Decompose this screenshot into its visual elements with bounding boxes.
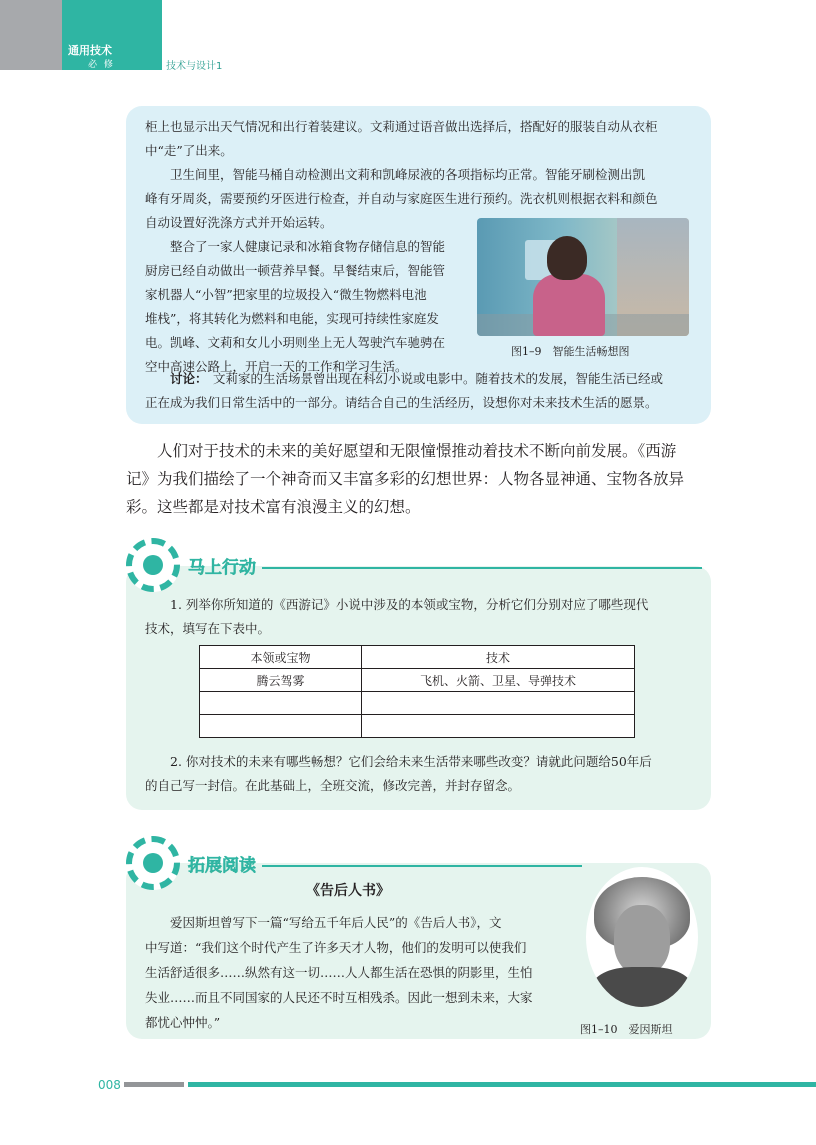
story-line: 卫生间里，智能马桶自动检测出文莉和凯峰尿液的各项指标均正常。智能牙刷检测出凯 [145, 167, 646, 182]
footer-gray-bar [124, 1082, 184, 1087]
footer-green-bar [188, 1082, 816, 1087]
action-item-2-cont: 的自己写一封信。在此基础上，全班交流，修改完善，并封存留念。 [145, 778, 521, 793]
answer-table [199, 645, 635, 738]
action-item-1: 1. 列举你所知道的《西游记》小说中涉及的本领或宝物，分析它们分别对应了哪些现代 [170, 597, 649, 612]
reading-line: 爱因斯坦曾写下一篇“写给五千年后人民”的《告后人书》，文 [145, 915, 502, 930]
action-title: 马上行动 [188, 558, 256, 578]
body-paragraph-line: 记》为我们描绘了一个神奇而又丰富多彩的幻想世界：人物各显神通、宝物各放异 [126, 470, 685, 488]
table-cell-empty[interactable] [200, 715, 362, 738]
story-line: 空中高速公路上，开启一天的工作和学习生活。 [145, 359, 408, 374]
table-row [200, 715, 635, 738]
book-title: 技术与设计1 [166, 61, 223, 72]
action-item-1-cont: 技术，填写在下表中。 [145, 621, 271, 636]
figure-caption-1-9: 图1–9 智能生活畅想图 [511, 345, 630, 358]
table-cell-empty[interactable] [200, 692, 362, 715]
page-number: 008 [98, 1078, 121, 1092]
table-header: 技术 [362, 646, 635, 669]
story-line: 整合了一家人健康记录和冰箱食物存储信息的智能 [145, 239, 446, 254]
table-cell: 腾云驾雾 [200, 669, 362, 692]
girl-body-shape [533, 274, 605, 336]
header-gray-block [0, 0, 62, 70]
eye-icon [143, 853, 163, 873]
discussion-text: 正在成为我们日常生活中的一部分。请结合自己的生活经历，设想你对未来技术生活的愿景。 [145, 395, 658, 410]
table-header-row [200, 646, 635, 669]
body-paragraph-line: 人们对于技术的未来的美好愿望和无限憧憬推动着技术不断向前发展。《西游 [126, 442, 677, 460]
table-row [200, 669, 635, 692]
discussion-label: 讨论： [170, 371, 208, 386]
story-line: 厨房已经自动做出一顿营养早餐。早餐结束后，智能管 [145, 263, 446, 278]
story-line: 电。凯峰、文莉和女儿小玥则坐上无人驾驶汽车驰骋在 [145, 335, 446, 350]
story-line: 自动设置好洗涤方式并开始运转。 [145, 215, 333, 230]
story-line: 峰有牙周炎，需要预约牙医进行检查，并自动与家庭医生进行预约。洗衣机则根据衣料和颜色 [145, 191, 658, 206]
section-divider [262, 567, 702, 569]
girl-hair-shape [547, 236, 587, 280]
table-cell-empty[interactable] [362, 692, 635, 715]
table-cell: 飞机、火箭、卫星、导弹技术 [362, 669, 635, 692]
face-shape [614, 905, 670, 975]
section-divider [262, 865, 582, 867]
series-title: 通用技术 [68, 44, 112, 57]
story-line: 家机器人“小智”把家里的垃圾投入“微生物燃料电池 [145, 287, 427, 302]
reading-line: 失业……而且不同国家的人民还不时互相残杀。因此一想到未来，大家 [145, 990, 533, 1005]
article-title: 《告后人书》 [306, 883, 390, 899]
body-paragraph-line: 彩。这些都是对技术富有浪漫主义的幻想。 [126, 498, 421, 516]
series-subtitle: 必 修 [88, 60, 115, 70]
story-line: 柜上也显示出天气情况和出行着装建议。文莉通过语音做出选择后，搭配好的服装自动从衣柜 [145, 119, 658, 134]
reading-line: 都忧心忡忡。” [145, 1015, 221, 1030]
einstein-portrait [586, 867, 698, 1007]
figure-caption-1-10: 图1–10 爱因斯坦 [580, 1023, 673, 1036]
discussion-text: 文莉家的生活场景曾出现在科幻小说或电影中。随着技术的发展，智能生活已经或 [213, 371, 664, 386]
reading-title: 拓展阅读 [188, 856, 256, 876]
table-header: 本领或宝物 [200, 646, 362, 669]
table-row [200, 692, 635, 715]
action-item-2: 2. 你对技术的未来有哪些畅想？它们会给未来生活带来哪些改变？请就此问题给50年后 [170, 754, 652, 769]
story-line: 堆栈”，将其转化为燃料和电能，实现可持续性家庭发 [145, 311, 439, 326]
reading-line: 生活舒适很多……纵然有这一切……人人都生活在恐惧的阴影里，生怕 [145, 965, 533, 980]
story-line: 中“走”了出来。 [145, 143, 233, 158]
smart-life-image [477, 218, 689, 336]
coat-shape [592, 967, 692, 1007]
reading-line: 中写道：“我们这个时代产生了许多天才人物，他们的发明可以使我们 [145, 940, 527, 955]
hand-pointer-icon [143, 555, 163, 575]
table-cell-empty[interactable] [362, 715, 635, 738]
